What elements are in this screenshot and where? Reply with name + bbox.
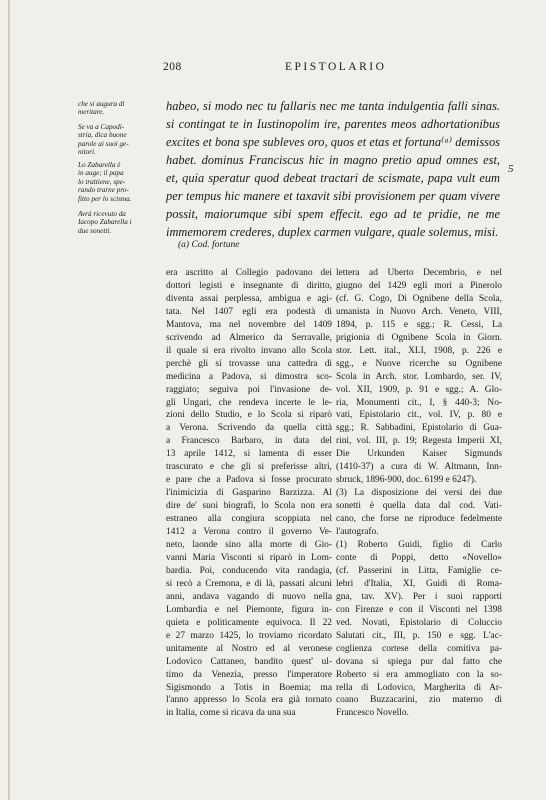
commentary-line: dire de' suoi biografi, lo Scola non era xyxy=(166,501,332,512)
marginal-note-1 xyxy=(78,100,158,117)
letter-line: per tempus hic manere et taxavit sibi provisionem per quam vivere xyxy=(166,189,500,203)
commentary-line: a Francesco Barbaro, in data del xyxy=(166,436,332,447)
letter-line: habet. dominus Franciscus hic in magno pretio apud omnes est, xyxy=(166,153,500,167)
commentary-line: sgg., e Nuove ricerche su Ognibene xyxy=(336,358,502,369)
commentary-line: Roberto si era ammogliato con la so- xyxy=(336,669,502,680)
marginal-line: Avrà ricevuto da xyxy=(78,210,126,218)
marginal-line: lo trattiene, spe- xyxy=(78,177,126,186)
marginal-line: Iacopo Zabarella i xyxy=(78,218,132,227)
commentary-line: stor. Lett. ital., XLI, 1908, p. 226 e xyxy=(336,345,502,356)
commentary-line: a Verona. Scrivendo da quella città xyxy=(166,423,332,434)
critical-apparatus: (a) Cod. fortune xyxy=(178,240,240,250)
commentary-line: rella di Lodovico, Margherita di Ar- xyxy=(336,682,502,693)
marginal-note-2 xyxy=(78,123,158,157)
commentary-line: sbruck, 1896-900, doc. 6199 e 6247). xyxy=(336,475,477,486)
commentary-line: (cf. G. Cogo, Di Ognibene della Scola, xyxy=(336,293,502,304)
commentary-line: (1) Roberto Guidi, figlio di Carlo xyxy=(336,540,502,551)
commentary-line: e 27 marzo 1425, lo troviamo ricordato xyxy=(166,630,332,641)
commentary-line: estraneo alla congiura scoppiata nel xyxy=(166,514,332,525)
commentary-line: ved. Novati, Epistolario di Coluccio xyxy=(336,617,502,628)
commentary-line: il quale si era rivolto invano allo Scola xyxy=(166,345,332,356)
letter-line: immemorem crederes, duplex carmen vulgare, quale solemus, misi. xyxy=(166,225,499,239)
commentary-line: anni, andava vagando di nuovo nella xyxy=(166,591,332,602)
commentary-line: raggiato; seguiva poi l'invasione de- xyxy=(166,384,332,395)
marginal-note-4 xyxy=(78,210,158,235)
commentary-line: sgg.; R. Sabbadini, Epistolario di Gua- xyxy=(336,423,502,434)
marginal-line: rando trarne pro- xyxy=(78,186,129,195)
marginal-line: fitto per lo scisma. xyxy=(78,194,132,203)
commentary-line: 13 aprile 1412, si lamenta di esser xyxy=(166,449,332,460)
commentary-line: lebri d'Italia, XI, Guidi di Roma- xyxy=(336,578,502,589)
marginal-line: in auge; il papa xyxy=(78,169,124,178)
commentary-line: trascurato e che gli si preferisse altri, xyxy=(166,462,332,473)
commentary-line: tata. Nel 1407 egli era podestà di xyxy=(166,306,332,317)
letter-text xyxy=(166,97,500,241)
marginal-line: meritare. xyxy=(78,108,105,117)
commentary-right-column xyxy=(336,267,502,720)
page-number: 208 xyxy=(163,61,182,73)
commentary-line: umanista in Nuovo Arch. Veneto, VIII, xyxy=(336,306,502,317)
commentary-line: (cf. Passerini in Litta, Famiglie ce- xyxy=(336,565,502,576)
marginal-line: che si augura di xyxy=(78,100,125,108)
commentary-line: quieta e politicamente equivoca. Il 22 xyxy=(166,617,332,628)
commentary-line: si recò a Cremona, e di là, passati alcuni xyxy=(166,578,332,589)
commentary-line: zioni dello Studio, e lo Scola si riparò xyxy=(166,410,332,421)
commentary-line: conte di Poppi, detto «Novello» xyxy=(336,552,502,563)
commentary-line: bardia. Poi, conducendo vita randagia, xyxy=(166,565,332,576)
commentary-line: medicina a Padova, si dimostra sco- xyxy=(166,371,332,382)
line-number: 5 xyxy=(508,163,514,175)
commentary-line: era ascritto al Collegio padovano dei xyxy=(166,268,332,278)
commentary-left-column xyxy=(166,267,332,720)
commentary-line: timo da Venezia, presso l'imperatore xyxy=(166,669,332,680)
marginal-line: stria, dica buone xyxy=(78,131,127,140)
marginal-line: Se va a Capodi- xyxy=(78,123,125,131)
commentary-line: l'inimicizia di Gasparino Barzizza. Al xyxy=(166,488,332,499)
commentary-line: ria, Monumenti cit., I, § 440-3; No- xyxy=(336,397,502,408)
marginal-line: parole ai suoi ge- xyxy=(78,139,129,148)
page-edge xyxy=(8,0,10,800)
commentary-line: in Italia, come si ricava da una sua xyxy=(166,708,296,719)
commentary-line: scrivendo ad Almerico da Serravalle, xyxy=(166,332,332,343)
commentary-line: gna, tav. XV). Per i suoi rapporti xyxy=(336,591,502,602)
commentary-line: Die Urkunden Kaiser Sigmunds xyxy=(336,449,502,460)
letter-line: possit, maiorumque sibi spem effecit. ego ad te pridie, ne me xyxy=(166,207,500,221)
commentary-line: 1412 a Verona contro il governo Ve- xyxy=(166,527,332,538)
commentary-line: dovana si spiega pur dal fatto che xyxy=(336,656,502,667)
commentary-line: rini, vol. III, p. 19; Regesta Imperii XI, xyxy=(336,436,502,447)
commentary-line: lettera ad Uberto Decembrio, e nel xyxy=(336,268,502,278)
commentary-line: Sigismondo a Totis in Boemia; ma xyxy=(166,682,332,693)
commentary-line: (3) La disposizione dei versi dei due xyxy=(336,488,502,499)
marginal-note-3 xyxy=(78,161,158,203)
commentary-line: dottori legisti e insegnante di diritto, xyxy=(166,280,332,291)
commentary-line: giugno del 1429 egli morì a Pinerolo xyxy=(336,280,502,291)
commentary-line: e pare che a Padova si fosse procurato xyxy=(166,475,332,486)
commentary-line: vanni Maria Visconti si riparò in Lom- xyxy=(166,552,332,563)
commentary-line: Mantova, ma nel novembre del 1409 xyxy=(166,319,332,330)
commentary-line: unitamente al Nostro ed al veronese xyxy=(166,643,332,654)
commentary-line: coglienza cortese della comitiva pa- xyxy=(336,643,502,654)
commentary-line: neto, laonde sino alla morte di Gio- xyxy=(166,540,332,551)
commentary-line: vol. XII, 1909, p. 91 e sgg.; A. Glo- xyxy=(336,384,502,395)
commentary-line: Lombardia e nel Piemonte, figura in- xyxy=(166,604,332,615)
commentary-line: Francesco Novello. xyxy=(336,708,409,719)
commentary-line: vati, Epistolario cit., vol. IV, p. 80 e xyxy=(336,410,502,421)
commentary-line: coano Buzzacarini, zio materno di xyxy=(336,695,502,706)
commentary-line: cano, che forse ne riproduce fedelmente xyxy=(336,514,502,525)
letter-line: habeo, si modo nec tu fallaris nec me tanta indulgentia falli sinas. xyxy=(166,99,500,113)
marginal-line: due sonetti. xyxy=(78,226,112,235)
commentary-line: l'anno appresso lo Scola era già tornato xyxy=(166,695,332,706)
commentary-line: Salutati cit., III, p. 150 e sgg. L'ac- xyxy=(336,630,502,641)
marginal-line: nitori. xyxy=(78,148,96,157)
letter-line: si contingat te in Iustinopolim ire, parentes meos adhortationibus xyxy=(166,117,500,131)
commentary-line: Lodovico Cattaneo, bandito quest' ul- xyxy=(166,656,332,667)
commentary-line: l'autografo. xyxy=(336,527,379,538)
commentary-line: Scola in Arch. stor. Lombardo, ser. IV, xyxy=(336,371,502,382)
letter-line: excites et bona spe subleves oro, quos et etas et fortuna⁽ᵃ⁾ demissos xyxy=(166,135,500,149)
marginal-line: Lo Zabarella è xyxy=(78,161,121,169)
running-title: EPISTOLARIO xyxy=(285,61,387,73)
commentary-line: 1894, p. 115 e sgg.; R. Cessi, La xyxy=(336,319,502,330)
commentary-line: perchè gli si trovasse una cattedra di xyxy=(166,358,332,369)
commentary-line: diventa assai perplessa, ambigua e agi- xyxy=(166,293,332,304)
page-header xyxy=(0,61,546,75)
commentary-line: (1410-37) a cura di W. Altmann, Inn- xyxy=(336,462,502,473)
commentary-line: sonetti è quella data dal cod. Vati- xyxy=(336,501,502,512)
commentary-line: prigionia di Ognibene Scola in Giorn. xyxy=(336,332,502,343)
letter-line: et, quia speratur quod debeat tractari de scismate, papa vult eum xyxy=(166,171,500,185)
commentary-line: gli Ungari, che rendeva incerte le le- xyxy=(166,397,332,408)
commentary-line: con Firenze e con il Visconti nel 1398 xyxy=(336,604,502,615)
